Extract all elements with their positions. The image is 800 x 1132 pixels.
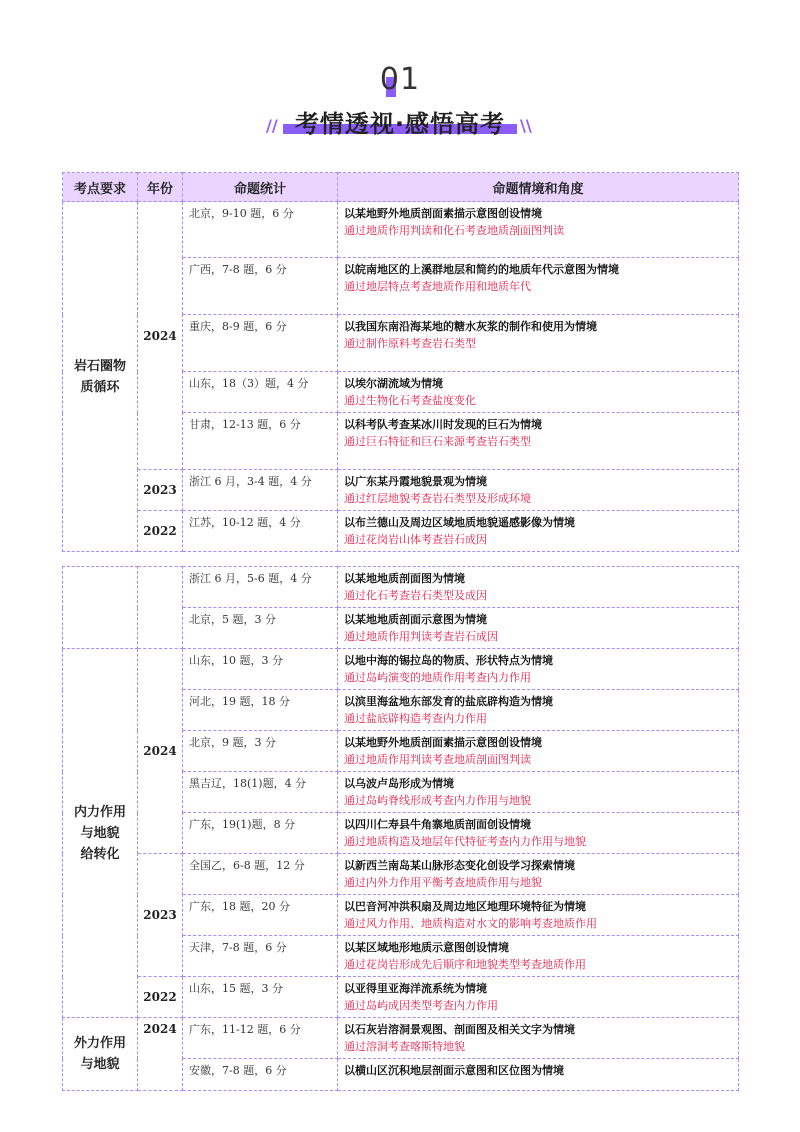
category-line: 给转化 [80,846,120,862]
col-header-requirement: 考点要求 [63,173,138,202]
year-cell-empty [138,567,183,649]
year-cell: 2024 [138,202,183,470]
context-sub: 通过地质作用判读和化石考查地质剖面图判读 [344,224,564,237]
year-cell: 2024 [138,649,183,854]
context-cell [338,315,739,372]
stat-cell: 广东，18 题，20 分 [183,895,338,936]
col-header-year: 年份 [138,173,183,202]
context-sub: 通过化石考查岩石类型及成因 [344,589,487,602]
category-cell [63,202,138,552]
exam-table-part2 [62,566,739,1091]
year-cell: 2023 [138,854,183,977]
category-line: 质循环 [80,379,120,395]
context-cell [338,511,739,552]
stat-cell: 山东，10 题，3 分 [183,649,338,690]
context-cell [338,202,739,258]
category-line: 内力作用 [73,804,126,820]
stat-cell: 河北，19 题，18 分 [183,690,338,731]
stat-cell: 天津，7-8 题，6 分 [183,936,338,977]
context-cell [338,772,739,813]
context-main: 以石灰岩溶洞景观图、剖面图及相关文字为情境 [344,1023,575,1036]
context-sub: 通过花岗岩形成先后顺序和地貌类型考查地质作用 [344,958,586,971]
context-sub: 通过生物化石考查盐度变化 [344,394,476,407]
context-cell [338,936,739,977]
context-main: 以某地野外地质剖面素描示意图创设情境 [344,736,542,749]
category-cell [63,649,138,1018]
context-main: 以亚得里亚海洋流系统为情境 [344,982,487,995]
year-cell: 2022 [138,977,183,1018]
context-sub: 通过巨石特征和巨石来源考查岩石类型 [344,435,531,448]
stat-cell: 浙江 6 月，3-4 题，4 分 [183,470,338,511]
context-cell [338,977,739,1018]
stat-cell: 广西，7-8 题，6 分 [183,258,338,315]
stat-cell: 山东，15 题，3 分 [183,977,338,1018]
context-cell [338,470,739,511]
table-header-row [63,173,739,202]
context-cell [338,1018,739,1059]
context-cell [338,813,739,854]
stat-cell: 广东，11-12 题，6 分 [183,1018,338,1059]
context-sub: 通过地质作用判读考查地质剖面图判读 [344,753,531,766]
category-cell [63,1018,138,1091]
context-cell [338,413,739,470]
context-main: 以四川仁寿县牛角寨地质剖面创设情境 [344,818,531,831]
context-main: 以我国东南沿海某地的糖水灰浆的制作和使用为情境 [344,320,597,333]
context-sub: 通过花岗岩山体考查岩石成因 [344,533,487,546]
context-main: 以地中海的锡拉岛的物质、形状特点为情境 [344,654,553,667]
category-line: 岩石圈物 [73,358,126,374]
context-cell [338,854,739,895]
context-sub: 通过盐底辟构造考查内力作用 [344,712,487,725]
context-main: 以巴音河冲洪积扇及周边地区地理环境特征为情境 [344,900,586,913]
context-main: 以科考队考查某冰川时发现的巨石为情境 [344,418,542,431]
context-sub: 通过制作原料考查岩石类型 [344,337,476,350]
table-row [63,470,739,511]
left-slash-decoration: // [266,116,278,135]
table-row [63,202,739,258]
table-row [63,854,739,895]
context-main: 以某地地质剖面图为情境 [344,572,465,585]
context-sub: 通过岛屿演变的地质作用考查内力作用 [344,671,531,684]
context-main: 以滨里海盆地东部发育的盐底辟构造为情境 [344,695,553,708]
col-header-stats: 命题统计 [183,173,338,202]
context-main: 以横山区沉积地层剖面示意图和区位图为情境 [344,1064,564,1077]
title-wrap [0,104,800,138]
context-sub: 通过地层特点考查地质作用和地质年代 [344,280,531,293]
section-number: 01 [379,62,421,97]
context-sub: 通过岛屿脊线形成考查内力作用与地貌 [344,794,531,807]
table-row [63,649,739,690]
context-cell [338,731,739,772]
context-cell [338,567,739,608]
context-main: 以某地野外地质剖面素描示意图创设情境 [344,207,542,220]
context-cell [338,1059,739,1091]
category-line: 外力作用 [73,1036,126,1051]
context-main: 以乌波卢岛形成为情境 [344,777,454,790]
context-main: 以广东某丹霞地貌景观为情境 [344,475,487,488]
stat-cell: 北京，9 题，3 分 [183,731,338,772]
stat-cell: 山东，18（3）题，4 分 [183,372,338,413]
context-main: 以某区域地形地质示意图创设情境 [344,941,509,954]
context-main: 以皖南地区的上溪群地层和简约的地质年代示意图为情境 [344,263,619,276]
context-cell [338,895,739,936]
context-sub: 通过风力作用、地质构造对水文的影响考查地质作用 [344,917,597,930]
stat-cell: 北京，9-10 题，6 分 [183,202,338,258]
table-row [63,977,739,1018]
exam-table-part1 [62,172,739,552]
context-cell [338,608,739,649]
stat-cell: 重庆，8-9 题，6 分 [183,315,338,372]
col-header-context: 命题情境和角度 [338,173,739,202]
stat-cell: 甘肃，12-13 题，6 分 [183,413,338,470]
context-sub: 通过红层地貌考查岩石类型及形成环境 [344,492,531,505]
context-main: 以某地地质剖面示意图为情境 [344,613,487,626]
stat-cell: 黑吉辽，18(1)题，4 分 [183,772,338,813]
context-cell [338,258,739,315]
table-row [63,1018,739,1059]
year-cell: 2024 [138,1018,183,1091]
year-cell: 2022 [138,511,183,552]
section-title: 考情透视·感悟高考 [294,110,506,138]
context-main: 以布兰德山及周边区域地质地貌遥感影像为情境 [344,516,575,529]
category-line: 与地貌 [80,1057,120,1072]
context-sub: 通过岛屿成因类型考查内力作用 [344,999,498,1012]
context-cell [338,690,739,731]
section-header [0,0,800,150]
context-main: 以埃尔湖流域为情境 [344,377,443,390]
stat-cell: 全国乙，6-8 题，12 分 [183,854,338,895]
stat-cell: 浙江 6 月，5-6 题，4 分 [183,567,338,608]
stat-cell: 北京，5 题，3 分 [183,608,338,649]
table-row [63,511,739,552]
context-sub: 通过内外力作用平衡考查地质作用与地貌 [344,876,542,889]
context-sub: 通过地质构造及地层年代特征考查内力作用与地貌 [344,835,586,848]
context-sub: 通过溶洞考查喀斯特地貌 [344,1040,465,1053]
stat-cell: 江苏，10-12 题，4 分 [183,511,338,552]
context-cell [338,372,739,413]
context-main: 以新西兰南岛某山脉形态变化创设学习探索情境 [344,859,575,872]
table-row [63,567,739,608]
category-line: 与地貌 [80,825,120,841]
context-cell [338,649,739,690]
stat-cell: 安徽，7-8 题，6 分 [183,1059,338,1091]
category-cell-empty [63,567,138,649]
context-sub: 通过地质作用判读考查岩石成因 [344,630,498,643]
right-slash-decoration: \\ [520,116,532,135]
stat-cell: 广东，19(1)题，8 分 [183,813,338,854]
year-cell: 2023 [138,470,183,511]
